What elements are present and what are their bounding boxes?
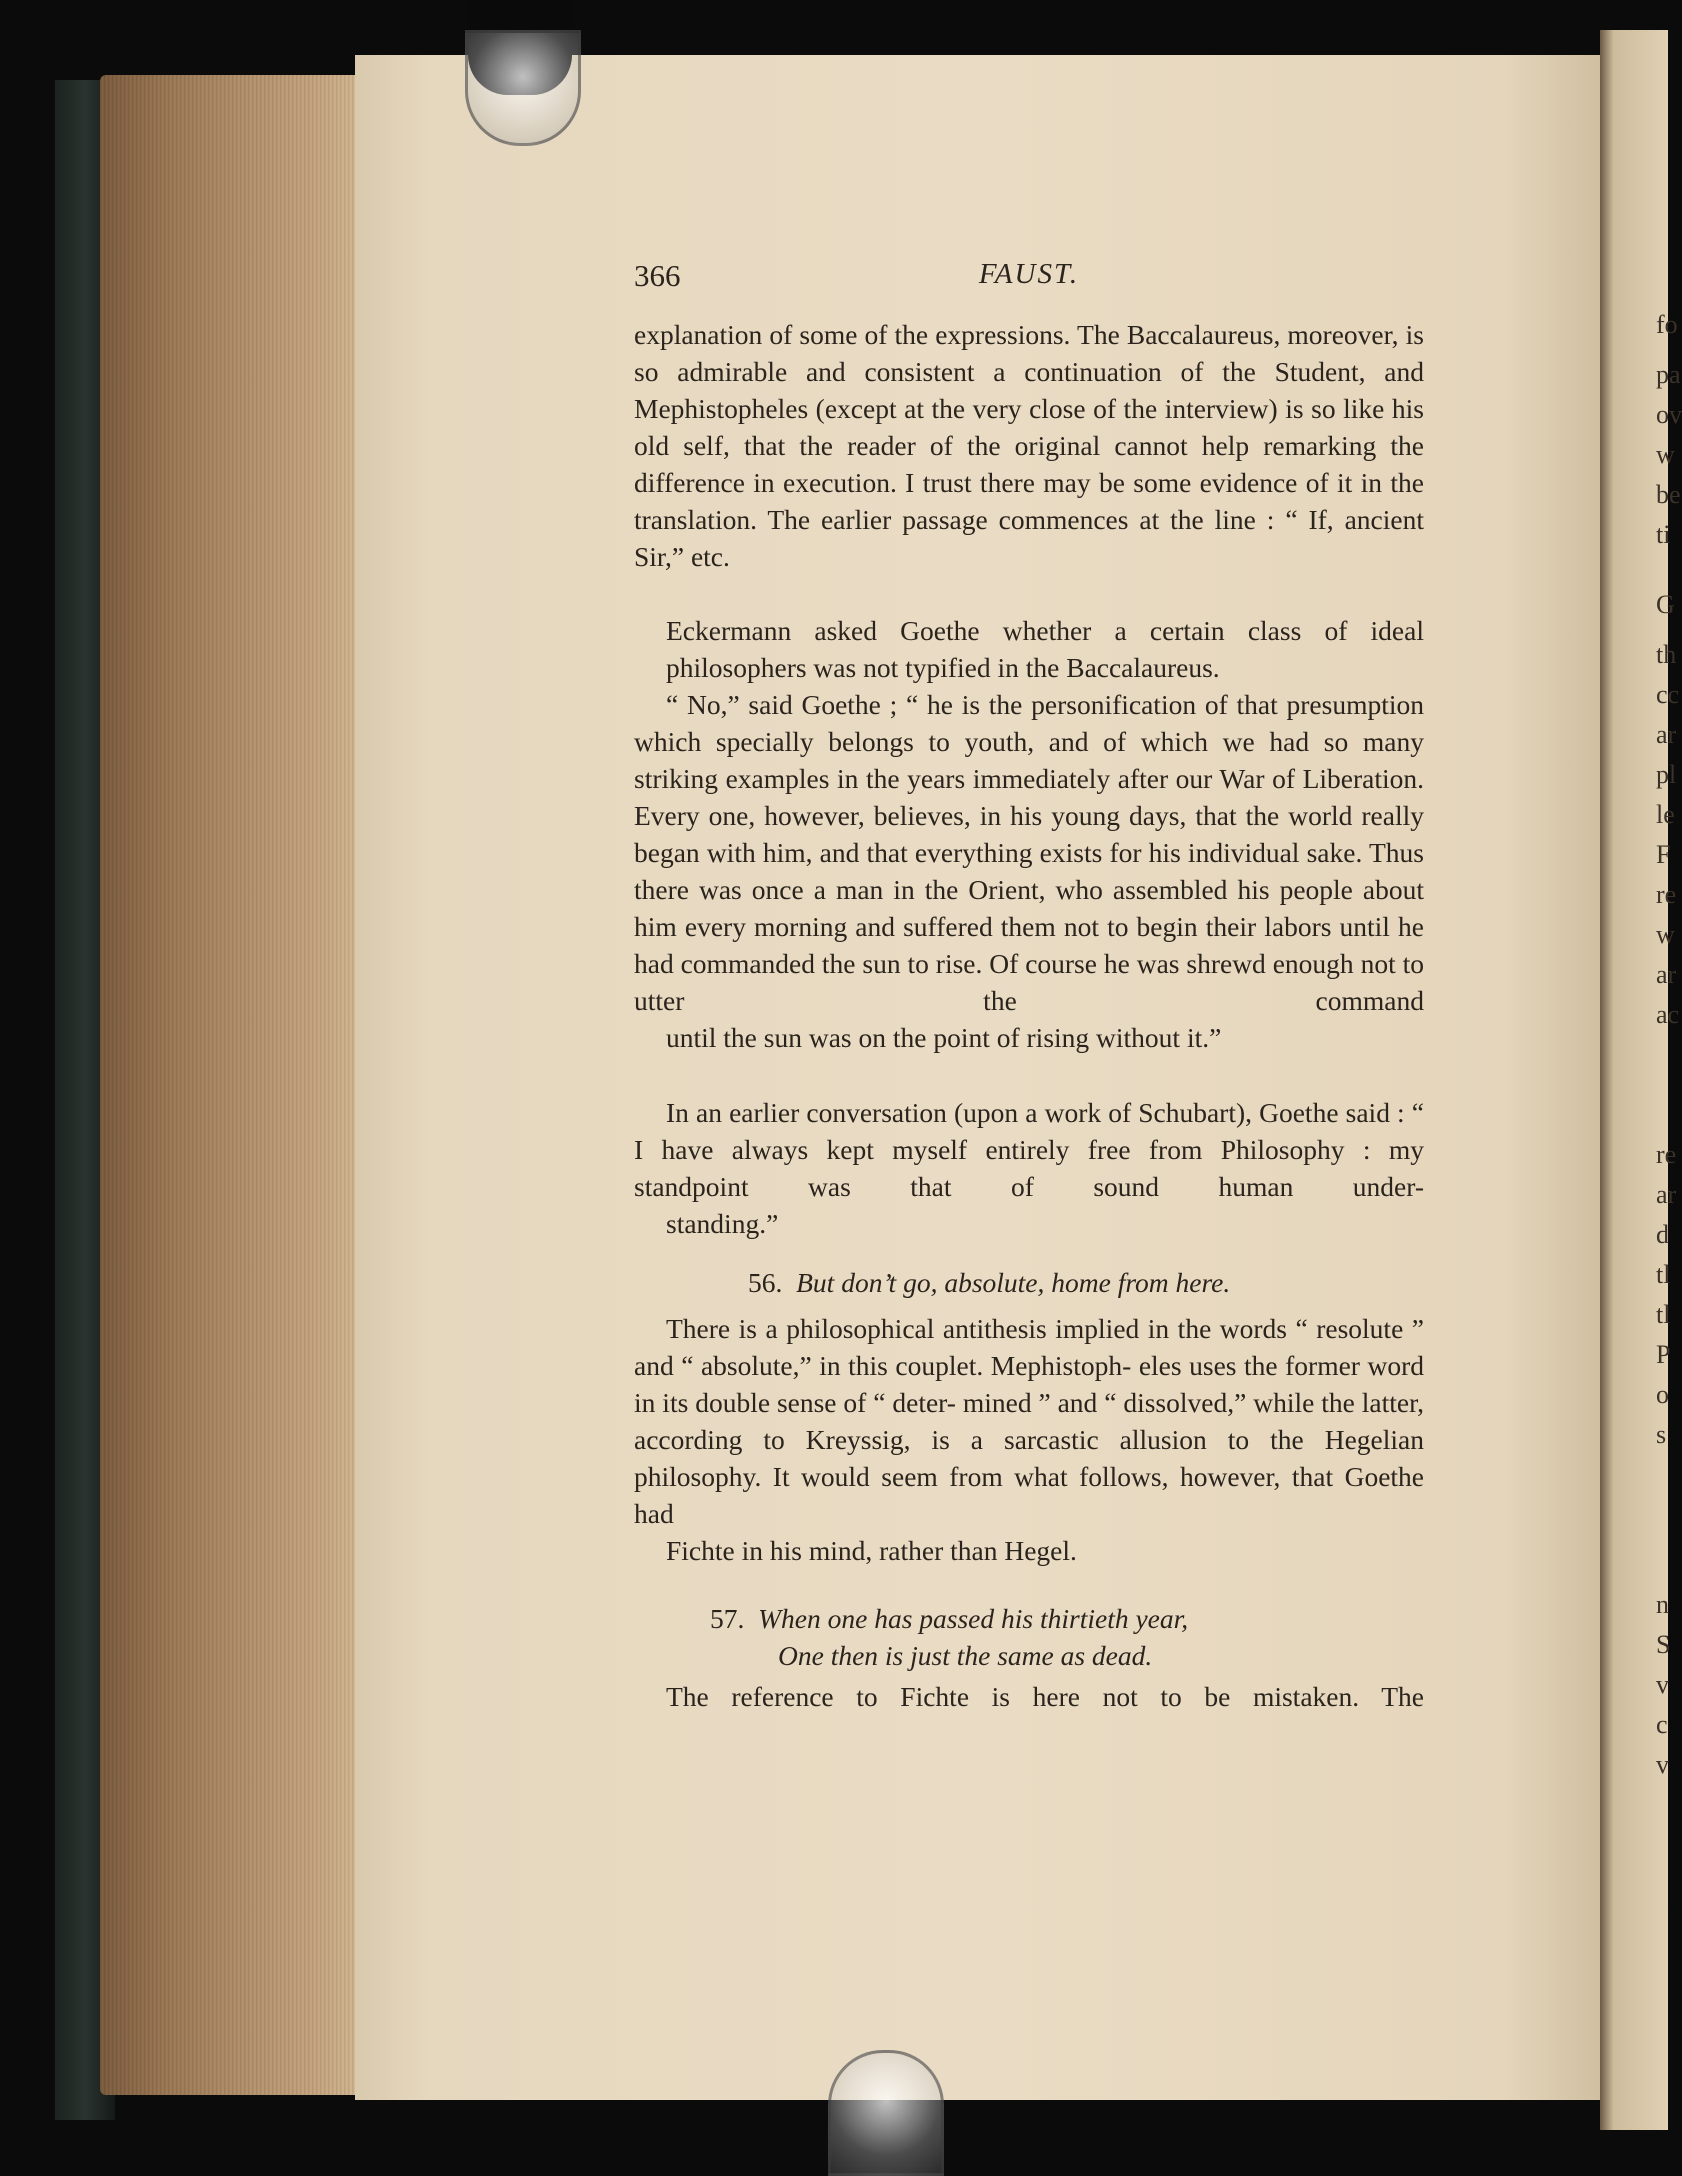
paragraph-3-body: “ No,” said Goethe ; “ he is the personification of that presumption which specially belongs to youth, and of which we had so many striking examples in the years immediately after our War of Liberation. Every one, however, believes, in his young days, that the world really began with him, and that everything exists for his individual sake. Thus there was once a man in the Orient, who assembled his people about him every morning and suffered them not to begin their labors until he had commanded the sun to rise. Of course he was shrewd enough not to utter the command	[634, 689, 1424, 1016]
adjacent-page-fragment: ar	[1656, 720, 1677, 749]
adjacent-page-fragment: ov	[1656, 400, 1682, 429]
page-clip-top	[465, 30, 581, 146]
adjacent-page-fragment: cc	[1656, 680, 1680, 709]
adjacent-page-fragment: S	[1656, 1630, 1671, 1659]
adjacent-page-fragment: ac	[1656, 1000, 1680, 1029]
paragraph-5-body: There is a philosophical antithesis implied in the words “ resolute ” and “ absolute,” in this couplet. Mephistoph- eles uses the former word in its double sense of “ deter- mined ” and “ dissolved,” while the latter, according to Kreyssig, is a sarcastic allusion to the Hegelian philosophy. It would seem from what follows, however, that Goethe had	[634, 1313, 1424, 1529]
page-number: 366	[634, 258, 681, 293]
adjacent-page-fragment: ti	[1656, 520, 1671, 549]
paragraph-2-body: Eckermann asked Goethe whether a certain class of ideal	[666, 615, 1424, 646]
paragraph-4-end: standing.”	[666, 1208, 779, 1239]
adjacent-page-fragment: re	[1656, 1140, 1677, 1169]
adjacent-page-fragment: v	[1656, 1750, 1669, 1779]
adjacent-page-fragment: ar	[1656, 1180, 1677, 1209]
paragraph-3-end: until the sun was on the point of rising without it.”	[666, 1022, 1222, 1053]
note-57-line-2: One then is just the same as dead.	[778, 1640, 1153, 1671]
paragraph-6-body: The reference to Fichte is here not to be mistaken. The	[666, 1681, 1424, 1712]
note-57-number: 57.	[710, 1603, 745, 1634]
adjacent-page-fragment: pl	[1656, 760, 1677, 789]
running-title: FAUST.	[978, 258, 1080, 290]
paragraph-5	[634, 1310, 1424, 1569]
note-56-text: But don’t go, absolute, home from here.	[796, 1267, 1231, 1298]
adjacent-page-fragment: th	[1656, 640, 1677, 669]
page-clip-bottom	[828, 2050, 944, 2176]
paragraph-4-body: In an earlier conversation (upon a work of Schubart), Goethe said : “ I have always kept myself entirely free from Philosophy : my standpoint was that of sound human under-	[634, 1097, 1424, 1202]
adjacent-page-fragment: w	[1656, 920, 1675, 949]
adjacent-page-fragment: re	[1656, 880, 1677, 909]
adjacent-page-fragment: n	[1656, 1590, 1669, 1619]
note-56-number: 56.	[748, 1267, 783, 1298]
adjacent-page-fragment: pa	[1656, 360, 1681, 389]
note-56-heading	[748, 1264, 1538, 1301]
adjacent-page-fragment: o	[1656, 1380, 1669, 1409]
paragraph-1-end: Sir,” etc.	[634, 541, 730, 572]
paragraph-5-end: Fichte in his mind, rather than Hegel.	[666, 1535, 1077, 1566]
paragraph-4	[634, 1094, 1424, 1242]
paragraph-1	[634, 316, 1424, 575]
adjacent-page-fragment: le	[1656, 800, 1675, 829]
adjacent-page-fragment: tl	[1656, 1300, 1671, 1329]
adjacent-page-fragment: G	[1656, 590, 1675, 619]
page-edges	[100, 75, 360, 2095]
adjacent-page-fragment: w	[1656, 440, 1675, 469]
adjacent-page-fragment: P	[1656, 1340, 1671, 1369]
paragraph-6	[634, 1678, 1424, 1715]
adjacent-page-fragment: s	[1656, 1420, 1667, 1449]
paragraph-2	[634, 612, 1424, 686]
adjacent-page-fragment: F	[1656, 840, 1671, 869]
note-57-line-1: When one has passed his thirtieth year,	[758, 1603, 1189, 1634]
adjacent-page-fragment: be	[1656, 480, 1681, 509]
adjacent-page-fragment: ar	[1656, 960, 1677, 989]
adjacent-page-fragment: v	[1656, 1670, 1669, 1699]
paragraph-2-end: philosophers was not typified in the Baccalaureus.	[666, 652, 1220, 683]
adjacent-page-fragment: d	[1656, 1220, 1669, 1249]
adjacent-page-fragment: c	[1656, 1710, 1668, 1739]
paragraph-1-body: explanation of some of the expressions. The Baccalaureus, moreover, is so admirable and consistent a continuation of the Student, and Mephistopheles (except at the very close of the interview) is so like his old self, that the reader of the original cannot help remarking the difference in execution. I trust there may be some evidence of it in the translation. The earlier passage commences at the line : “ If, ancient	[634, 319, 1424, 535]
running-head	[634, 258, 1424, 298]
adjacent-page-fragment: fo	[1656, 310, 1678, 339]
adjacent-page-fragment: tl	[1656, 1260, 1671, 1289]
note-57-heading	[710, 1600, 1500, 1674]
paragraph-3	[634, 686, 1424, 1056]
